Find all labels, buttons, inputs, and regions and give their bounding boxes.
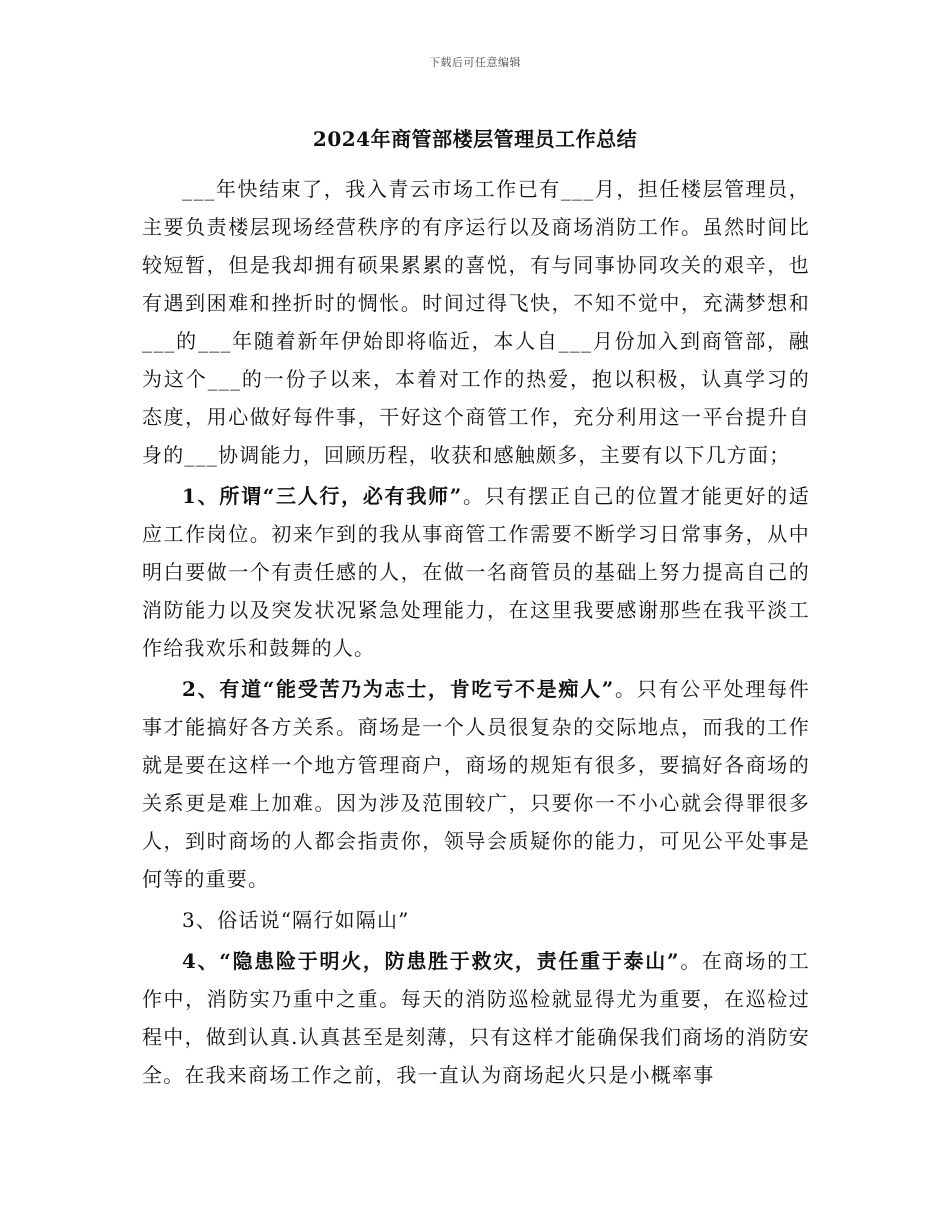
paragraph-point-1-lead: 1、所谓“三人行，必有我师”	[182, 484, 463, 508]
paragraph-point-4-text: 。在商场的工作中，消防实乃重中之重。每天的消防巡检就显得尤为重要，在巡检过程中，做到认真.认真甚至是刻薄，只有这样才能确保我们商场的消防安全。在我来商场工作之前，我一直认为商场起火只是小概率事	[142, 949, 810, 1087]
paragraph-intro-text: ___年快结束了，我入青云市场工作已有___月，担任楼层管理员，主要负责楼层现场经营秩序的有序运行以及商场消防工作。虽然时间比较短暂，但是我却拥有硕果累累的喜悦，有与同事协同攻关的艰辛，也有遇到困难和挫折时的惆怅。时间过得飞快，不知不觉中，充满梦想和___的___年随着新年伊始即将临近，本人自___月份加入到商管部，融为这个___的一份子以来，本着对工作的热爱，抱以积极，认真学习的态度，用心做好每件事，干好这个商管工作，充分利用这一平台提升自身的___协调能力，回顾历程，收获和感触颇多，主要有以下几方面；	[142, 177, 810, 467]
paragraph-point-3	[142, 901, 810, 939]
paragraph-point-1	[142, 477, 810, 667]
paragraph-intro	[142, 170, 810, 474]
document-body	[142, 170, 810, 1097]
header-note: 下载后可任意编辑	[429, 56, 521, 69]
paragraph-point-1-text: 。只有摆正自己的位置才能更好的适应工作岗位。初来乍到的我从事商管工作需要不断学习日常事务，从中明白要做一个有责任感的人，在做一名商管员的基础上努力提高自己的消防能力以及突发状况紧急处理能力，在这里我要感谢那些在我平淡工作给我欢乐和鼓舞的人。	[142, 484, 810, 660]
document-title: 2024年商管部楼层管理员工作总结	[312, 127, 638, 151]
paragraph-point-2-lead: 2、有道“能受苦乃为志士，肯吃亏不是痴人”	[182, 677, 615, 701]
paragraph-point-3-text: 3、俗话说“隔行如隔山”	[182, 908, 410, 932]
paragraph-point-2-text: 。只有公平处理每件事才能搞好各方关系。商场是一个人员很复杂的交际地点，而我的工作就是要在这样一个地方管理商户，商场的规矩有很多，要搞好各商场的关系更是难上加难。因为涉及范围较广，只要你一不小心就会得罪很多人，到时商场的人都会指责你，领导会质疑你的能力，可见公平处事是何等的重要。	[142, 677, 810, 891]
paragraph-point-4	[142, 942, 810, 1094]
paragraph-point-4-lead: 4、“隐患险于明火，防患胜于救灾，责任重于泰山”	[182, 949, 680, 973]
paragraph-point-2	[142, 670, 810, 898]
